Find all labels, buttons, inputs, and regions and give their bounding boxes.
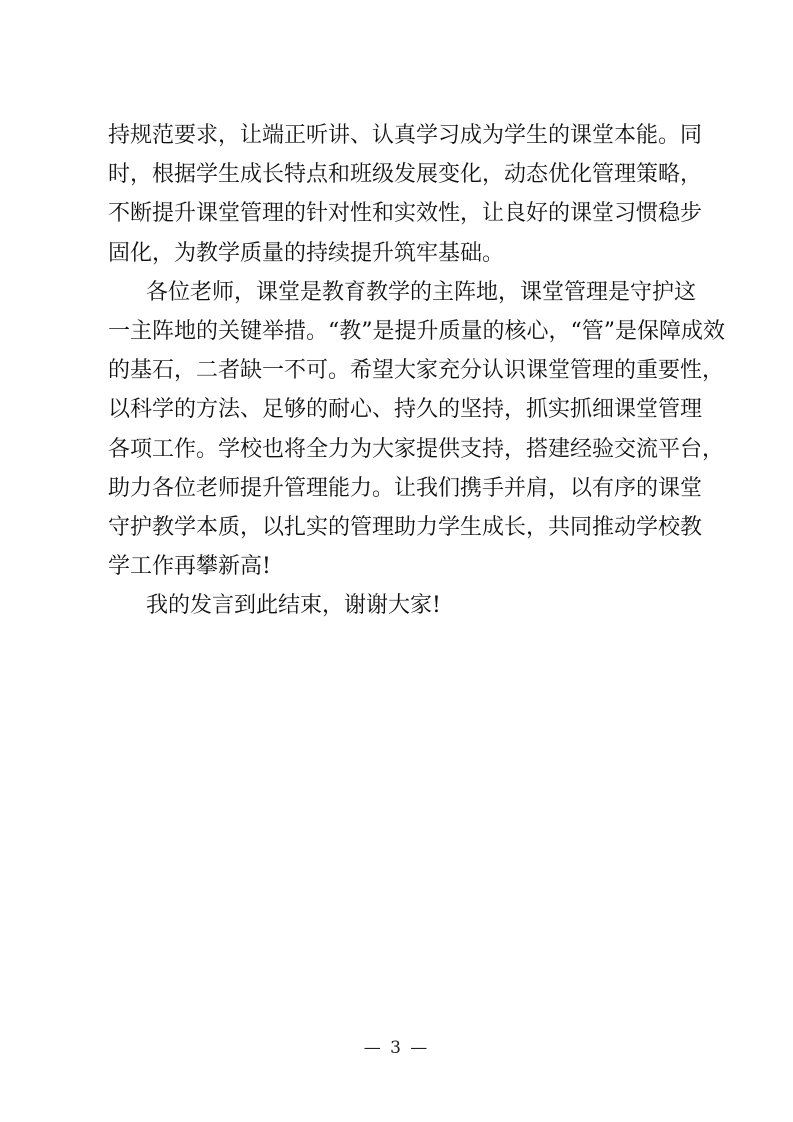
text-line: 助力各位老师提升管理能力。让我们携手并肩，以有序的课堂 — [108, 475, 703, 501]
text-line: 的基石，二者缺一不可。希望大家充分认识课堂管理的重要性， — [108, 358, 725, 384]
text-line: 时，根据学生成长特点和班级发展变化，动态优化管理策略， — [108, 162, 703, 188]
text-line: 不断提升课堂管理的针对性和实效性，让良好的课堂习惯稳步 — [108, 201, 703, 227]
text-line: 固化，为教学质量的持续提升筑牢基础。 — [108, 240, 505, 266]
text-line: 学工作再攀新高! — [108, 554, 271, 580]
text-line: 守护教学本质，以扎实的管理助力学生成长，共同推动学校教 — [108, 514, 703, 540]
text-line: 持规范要求，让端正听讲、认真学习成为学生的课堂本能。同 — [108, 123, 703, 148]
text-line: 我的发言到此结束，谢谢大家! — [146, 593, 441, 619]
paragraph-1 — [108, 116, 703, 273]
paragraph-3 — [108, 586, 688, 625]
page-number: — 3 — — [363, 1038, 430, 1058]
text-line: 各位老师，课堂是教育教学的主阵地，课堂管理是守护这 — [146, 279, 697, 305]
text-line: 各项工作。学校也将全力为大家提供支持，搭建经验交流平台， — [108, 436, 725, 462]
paragraph-2 — [108, 273, 725, 587]
text-line: 一主阵地的关键举措。“教”是提升质量的核心，“管”是保障成效 — [108, 318, 725, 344]
text-line: 以科学的方法、足够的耐心、持久的坚持，抓实抓细课堂管理 — [108, 397, 703, 423]
document-body — [108, 116, 725, 625]
